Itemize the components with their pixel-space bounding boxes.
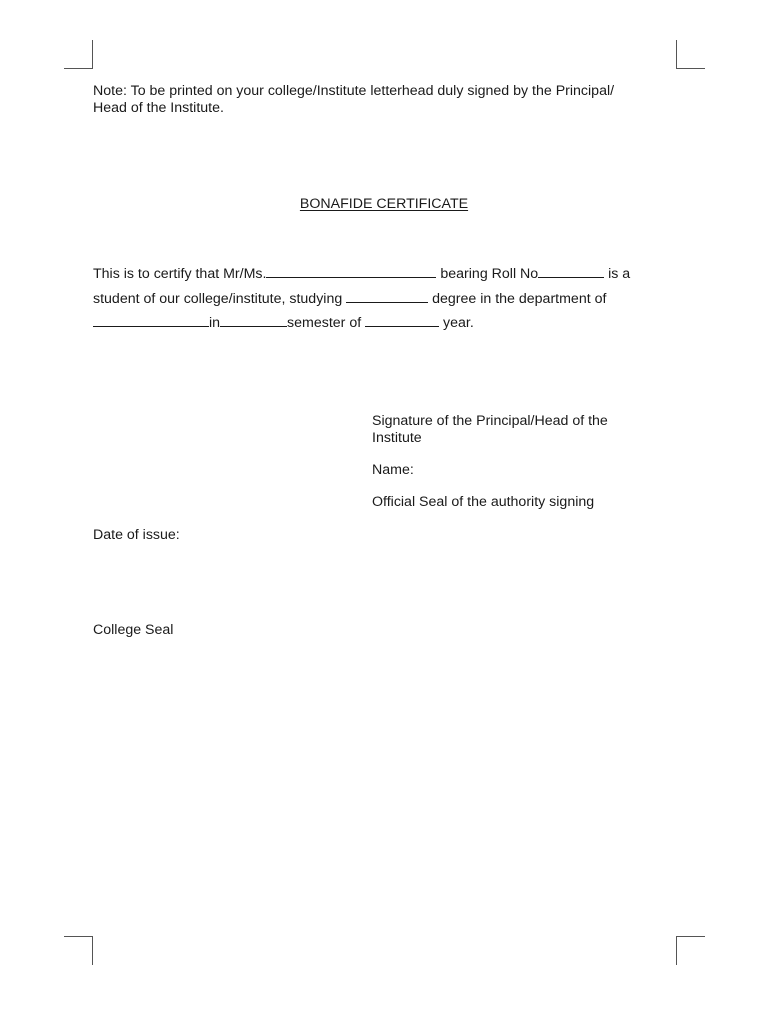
roll-blank: [538, 264, 604, 278]
name-blank: [266, 264, 436, 278]
semester-blank: [220, 313, 287, 327]
crop-mark-bottom-left: [64, 936, 93, 965]
body-line-2: [93, 289, 606, 308]
crop-mark-top-left: [64, 40, 93, 69]
is-a-text: is a: [604, 266, 631, 282]
department-blank: [93, 313, 209, 327]
crop-mark-bottom-right: [676, 936, 705, 965]
note-text: [93, 83, 614, 117]
certify-text: This is to certify that Mr/Ms.: [93, 266, 267, 282]
studying-text: student of our college/institute, studying: [93, 291, 347, 307]
name-label: Name:: [372, 462, 414, 478]
body-line-3: [93, 313, 474, 332]
certificate-title: [0, 196, 768, 213]
roll-label: bearing Roll No: [436, 266, 539, 282]
date-of-issue-label: Date of issue:: [93, 527, 180, 543]
department-text: degree in the department of: [428, 291, 607, 307]
certificate-title-text: BONAFIDE CERTIFICATE: [299, 196, 469, 212]
note-line-1: Note: To be printed on your college/Institute letterhead duly signed by the Principal/: [93, 83, 615, 99]
signature-label-line-2: Institute: [372, 430, 422, 446]
degree-blank: [346, 289, 428, 303]
body-line-1: [93, 264, 630, 283]
crop-mark-top-right: [676, 40, 705, 69]
year-blank: [365, 313, 439, 327]
official-seal-label: Official Seal of the authority signing: [372, 494, 595, 510]
in-text: in: [209, 315, 221, 331]
note-line-2: Head of the Institute.: [93, 100, 224, 116]
college-seal-label: College Seal: [93, 622, 174, 638]
year-text: year.: [439, 315, 474, 331]
semester-text: semester of: [287, 315, 366, 331]
signature-label-line-1: Signature of the Principal/Head of the: [372, 413, 608, 429]
